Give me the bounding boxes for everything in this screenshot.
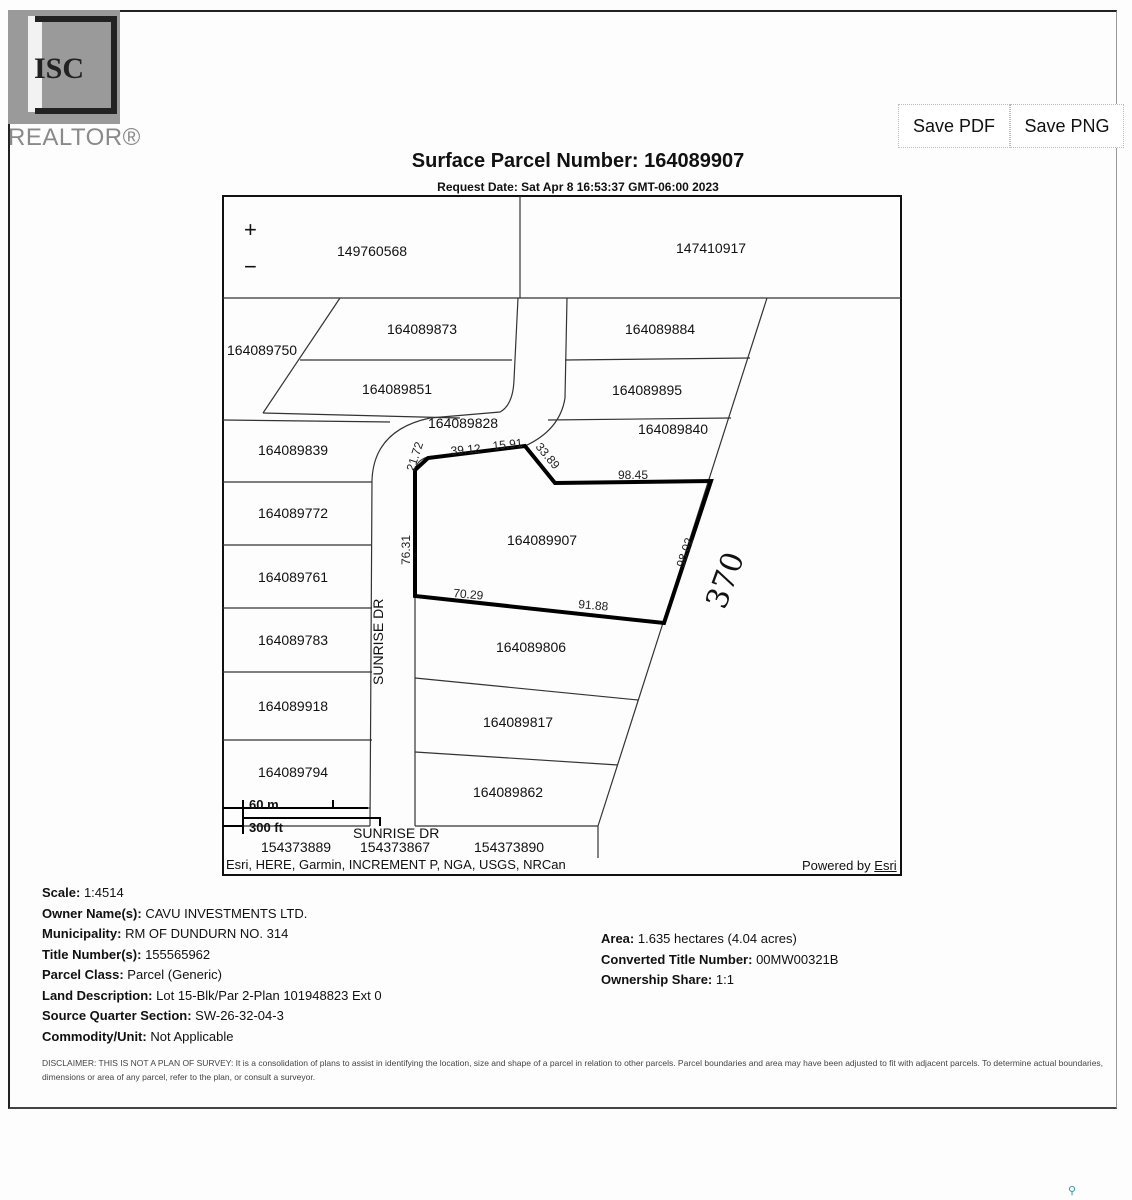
parcel-lines [223,196,901,858]
parcel-details-left [42,883,382,1047]
parcel-label: 154373889 [261,839,332,855]
parcel-label: 164089806 [496,639,567,655]
parcel-label: 164089772 [258,505,329,521]
scale-bar-metric: 60 m [249,797,279,812]
parcel-label: 164089895 [612,382,683,398]
road-label: SUNRISE DR [370,598,386,685]
parcel-label: 164089750 [227,342,298,358]
dimension-label: 15.91 [491,435,524,453]
detail-row: Area: 1.635 hectares (4.04 acres) [601,931,797,946]
parcel-label: 154373867 [360,839,431,855]
parcel-label: 164089794 [258,764,329,780]
detail-row: Municipality: RM OF DUNDURN NO. 314 [42,926,289,941]
detail-row: Source Quarter Section: SW-26-32-04-3 [42,1008,284,1023]
dimension-label: 91.88 [577,597,609,614]
detail-row: Owner Name(s): CAVU INVESTMENTS LTD. [42,905,308,921]
esri-link[interactable]: Esri [874,858,897,873]
parcel-details-right [601,929,838,991]
save-png-button[interactable]: Save PNG [1010,104,1124,148]
detail-row: Converted Title Number: 00MW00321B [601,951,839,967]
disclaimer: DISCLAIMER: THIS IS NOT A PLAN OF SURVEY: It is a consolidation of plans to assist in identifying the location, size and shape of a parcel in relation to other parcels. Parcel boundaries and area may have been adjusted to fit with adjacent parcels. To determine actual boundaries, dimensions or area of any parcel, refer to the plan, or consult a surveyor. [42,1058,1104,1082]
logo-isc-text: ISC [34,52,85,85]
handwritten-annotation: 370 [699,547,752,614]
dimension-label: 98.45 [618,468,649,482]
parcel-label: 164089851 [362,381,433,397]
detail-row: Parcel Class: Parcel (Generic) [42,967,222,982]
parcel-label: 149760568 [337,243,408,259]
realtor-logo-text: REALTOR® [8,124,141,151]
subject-parcel-label: 164089907 [507,532,578,548]
parcel-label: 164089828 [428,415,499,431]
dimension-label: 70.29 [452,586,484,603]
powered-by-text: Powered by [802,858,871,873]
request-date: Request Date: Sat Apr 8 16:53:37 GMT-06:00 2023 [437,180,719,194]
scale-bar-imperial: 300 ft [249,820,283,835]
dimension-label: 76.31 [399,534,413,565]
detail-row: Land Description: Lot 15-Blk/Par 2-Plan 101948823 Ext 0 [42,987,382,1003]
detail-row: Scale: 1:4514 [42,885,124,900]
detail-row: Ownership Share: 1:1 [601,972,734,987]
parcel-label: 164089783 [258,632,329,648]
parcel-label: 164089840 [638,421,709,437]
dimension-label: 33.89 [532,439,563,472]
save-pdf-button[interactable]: Save PDF [898,104,1010,148]
parcel-label: 164089761 [258,569,329,585]
dimension-label: 39.12 [450,441,482,458]
parcel-label: 164089884 [625,321,696,337]
parcel-label: 164089817 [483,714,554,730]
parcel-label: 164089839 [258,442,329,458]
detail-row: Commodity/Unit: Not Applicable [42,1028,234,1044]
parcel-label: 164089918 [258,698,329,714]
parcel-label: 164089862 [473,784,544,800]
dimension-label: 21.72 [403,440,427,473]
road-label: SUNRISE DR [353,825,440,841]
detail-row: Title Number(s): 155565962 [42,946,211,962]
parcel-label: 147410917 [676,240,747,256]
dimension-label: 98.02 [673,536,697,569]
location-pin-icon: ⚲ [1068,1185,1077,1197]
zoom-out-button[interactable]: − [244,254,257,279]
zoom-in-button[interactable]: + [244,217,257,242]
powered-by [802,858,897,873]
parcel-label: 164089873 [387,321,458,337]
page-title: Surface Parcel Number: 164089907 [411,150,745,172]
parcel-label: 154373890 [474,839,545,855]
map-attribution: Esri, HERE, Garmin, INCREMENT P, NGA, USGS, NRCan [226,857,566,872]
